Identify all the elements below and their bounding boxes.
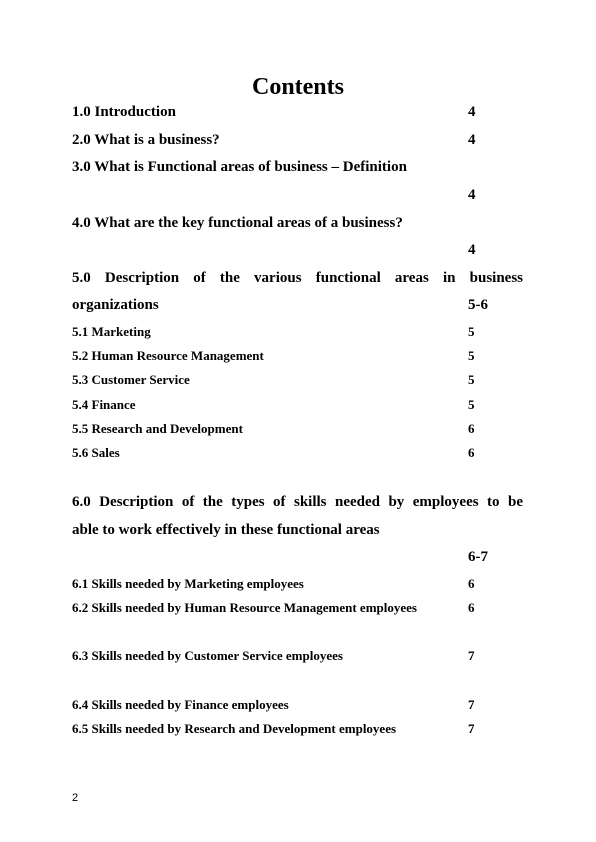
toc-entry-6-3[interactable]: 6.3 Skills needed by Customer Service employees <box>72 648 343 663</box>
toc-entry-3-0[interactable]: 3.0 What is Functional areas of business – Definition <box>72 159 407 175</box>
toc-entry-5-2[interactable]: 5.2 Human Resource Management <box>72 348 264 363</box>
toc-entry-5-5[interactable]: 5.5 Research and Development <box>72 421 243 436</box>
toc-page-5-5: 6 <box>468 421 475 436</box>
toc-entry-6-5[interactable]: 6.5 Skills needed by Research and Development employees <box>72 721 397 736</box>
toc-entry-6-0-line2[interactable]: able to work effectively in these functional areas <box>72 522 380 538</box>
footer-page-number: 2 <box>72 792 79 804</box>
toc-page-1-0: 4 <box>468 104 476 120</box>
contents-heading: Contents <box>251 74 344 100</box>
toc-entry-5-0-line2[interactable]: organizations <box>72 297 159 313</box>
toc-entry-6-4[interactable]: 6.4 Skills needed by Finance employees <box>72 697 289 712</box>
toc-page-3-0: 4 <box>468 187 476 203</box>
toc-page-6-0: 6-7 <box>468 549 488 565</box>
toc-page-2-0: 4 <box>468 132 476 148</box>
toc-entry-4-0[interactable]: 4.0 What are the key functional areas of a business? <box>72 215 403 231</box>
toc-page-5-3: 5 <box>468 372 475 387</box>
toc-page-5-4: 5 <box>468 397 475 412</box>
toc-page-5-2: 5 <box>468 348 475 363</box>
toc-entry-6-2[interactable]: 6.2 Skills needed by Human Resource Management employees <box>72 600 417 615</box>
toc-entry-1-0[interactable]: 1.0 Introduction <box>72 104 176 120</box>
toc-page-6-2: 6 <box>468 600 475 615</box>
toc-page-4-0: 4 <box>468 242 476 258</box>
toc-page-5-0: 5-6 <box>468 297 488 313</box>
toc-page-6-1: 6 <box>468 576 475 591</box>
toc-entry-5-4[interactable]: 5.4 Finance <box>72 397 136 412</box>
toc-page-6-4: 7 <box>468 697 475 712</box>
toc-page-6-3: 7 <box>468 648 475 663</box>
toc-entry-2-0[interactable]: 2.0 What is a business? <box>72 132 220 148</box>
toc-entry-6-1[interactable]: 6.1 Skills needed by Marketing employees <box>72 576 304 591</box>
toc-entry-5-0-line1[interactable]: 5.0 Description of the various functional areas in business <box>72 270 523 286</box>
toc-entry-6-0-line1[interactable]: 6.0 Description of the types of skills needed by employees to be <box>72 494 523 510</box>
toc-entry-5-6[interactable]: 5.6 Sales <box>72 445 120 460</box>
toc-entry-5-1[interactable]: 5.1 Marketing <box>72 324 151 339</box>
toc-page-5-6: 6 <box>468 445 475 460</box>
toc-page-6-5: 7 <box>468 721 475 736</box>
toc-entry-5-3[interactable]: 5.3 Customer Service <box>72 372 190 387</box>
toc-page-5-1: 5 <box>468 324 475 339</box>
